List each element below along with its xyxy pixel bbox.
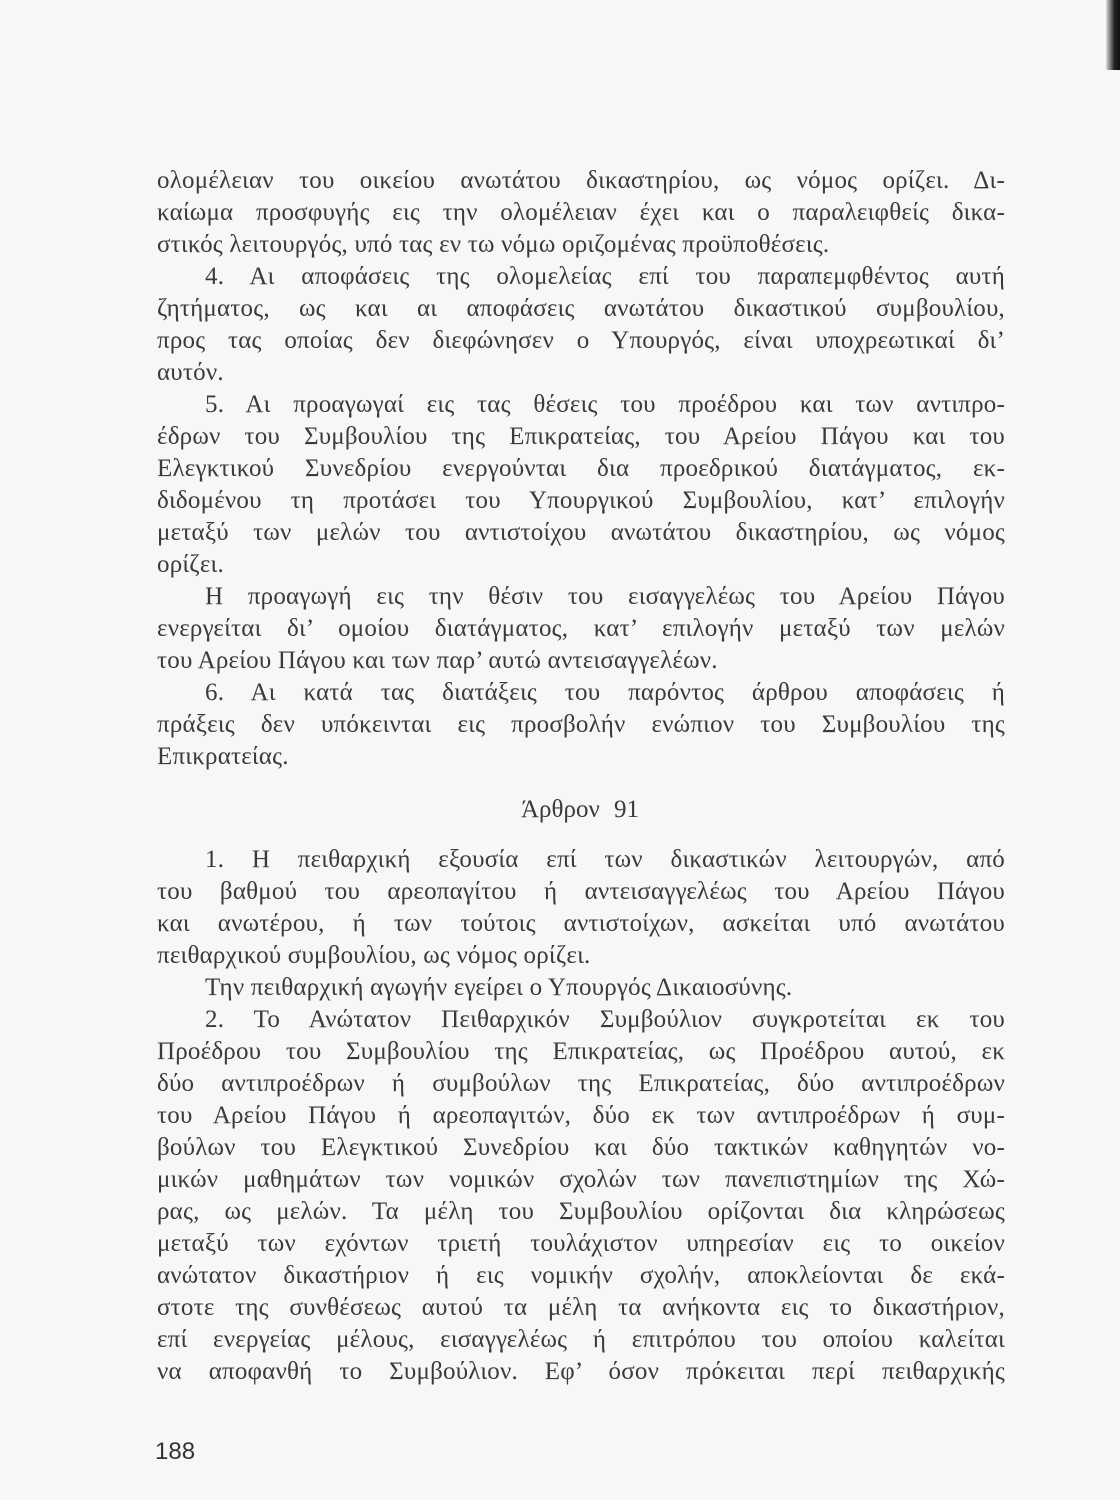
text-line: καίωμα προσφυγής εις την ολομέλειαν έχει και ο παραλειφθείς δικα- [157,199,1005,226]
text-line: ρας, ως μελών. Τα μέλη του Συμβουλίου ορίζονται δια κληρώσεως [157,1198,1005,1225]
text-line: πειθαρχικού συμβουλίου, ως νόμος ορίζει. [157,942,591,969]
scan-edge-shadow [1106,0,1120,70]
text-line: Την πειθαρχική αγωγήν εγείρει ο Υπουργός Δικαιοσύνης. [205,974,793,1001]
text-line: και ανωτέρου, ή των τούτοις αντιστοίχων, ασκείται υπό ανωτάτου [157,910,1005,937]
text-line: 6. Αι κατά τας διατάξεις του παρόντος άρθρου αποφάσεις ή [205,679,1005,706]
text-line: βούλων του Ελεγκτικού Συνεδρίου και δύο τακτικών καθηγητών νο- [157,1134,1005,1161]
text-line: έδρων του Συμβουλίου της Επικρατείας, του Αρείου Πάγου και του [157,423,1005,450]
text-line: ορίζει. [157,551,224,578]
text-line: διδομένου τη προτάσει του Υπουργικού Συμβουλίου, κατ’ επιλογήν [157,487,1005,514]
text-line: ανώτατον δικαστήριον ή εις νομικήν σχολήν, αποκλείονται δε εκά- [157,1262,1005,1289]
text-line: μεταξύ των εχόντων τριετή τουλάχιστον υπηρεσίαν εις το οικείον [157,1230,1005,1257]
text-line: ζητήματος, ως και αι αποφάσεις ανωτάτου δικαστικού συμβουλίου, [157,295,1005,322]
text-line: Η προαγωγή εις την θέσιν του εισαγγελέως του Αρείου Πάγου [205,583,1005,610]
text-line: ενεργείται δι’ ομοίου διατάγματος, κατ’ επιλογήν μεταξύ των μελών [157,615,1005,642]
text-line: του Αρείου Πάγου ή αρεοπαγιτών, δύο εκ των αντιπροέδρων ή συμ- [157,1102,1005,1129]
text-line: 5. Αι προαγωγαί εις τας θέσεις του προέδρου και των αντιπρο- [205,391,1005,418]
text-line: επί ενεργείας μέλους, εισαγγελέως ή επιτρόπου του οποίου καλείται [157,1326,1005,1353]
text-line: προς τας οποίας δεν διεφώνησεν ο Υπουργός, είναι υποχρεωτικαί δι’ [157,327,1005,354]
text-line: 2. Το Ανώτατον Πειθαρχικόν Συμβούλιον συγκροτείται εκ του [205,1006,1005,1033]
text-line: να αποφανθή το Συμβούλιον. Εφ’ όσον πρόκειται περί πειθαρχικής [157,1358,1005,1385]
text-line: Επικρατείας. [157,743,289,770]
text-line: στικός λειτουργός, υπό τας εν τω νόμω οριζομένας προϋποθέσεις. [157,231,830,258]
text-line: ολομέλειαν του οικείου ανωτάτου δικαστηρίου, ως νόμος ορίζει. Δι- [157,167,1005,194]
text-line: μεταξύ των μελών του αντιστοίχου ανωτάτου δικαστηρίου, ως νόμος [157,519,1005,546]
text-line: του Αρείου Πάγου και των παρ’ αυτώ αντεισαγγελέων. [157,647,718,674]
page-number: 188 [155,1438,196,1465]
text-line: πράξεις δεν υπόκεινται εις προσβολήν ενώπιον του Συμβουλίου της [157,711,1005,738]
text-line: του βαθμού του αρεοπαγίτου ή αντεισαγγελέως του Αρείου Πάγου [157,878,1005,905]
text-line: 1. Η πειθαρχική εξουσία επί των δικαστικών λειτουργών, από [205,846,1005,873]
text-line: αυτόν. [157,359,224,386]
text-line: Ελεγκτικού Συνεδρίου ενεργούνται δια προεδρικού διατάγματος, εκ- [157,455,1005,482]
article-heading: Άρθρον 91 [520,796,640,823]
text-line: δύο αντιπροέδρων ή συμβούλων της Επικρατείας, δύο αντιπροέδρων [157,1070,1005,1097]
text-line: μικών μαθημάτων των νομικών σχολών των πανεπιστημίων της Χώ- [157,1166,1005,1193]
text-line: στοτε της συνθέσεως αυτού τα μέλη τα ανήκοντα εις το δικαστήριον, [157,1294,1005,1321]
text-line: Προέδρου του Συμβουλίου της Επικρατείας, ως Προέδρου αυτού, εκ [157,1038,1005,1065]
text-line: 4. Αι αποφάσεις της ολομελείας επί του παραπεμφθέντος αυτή [205,263,1005,290]
